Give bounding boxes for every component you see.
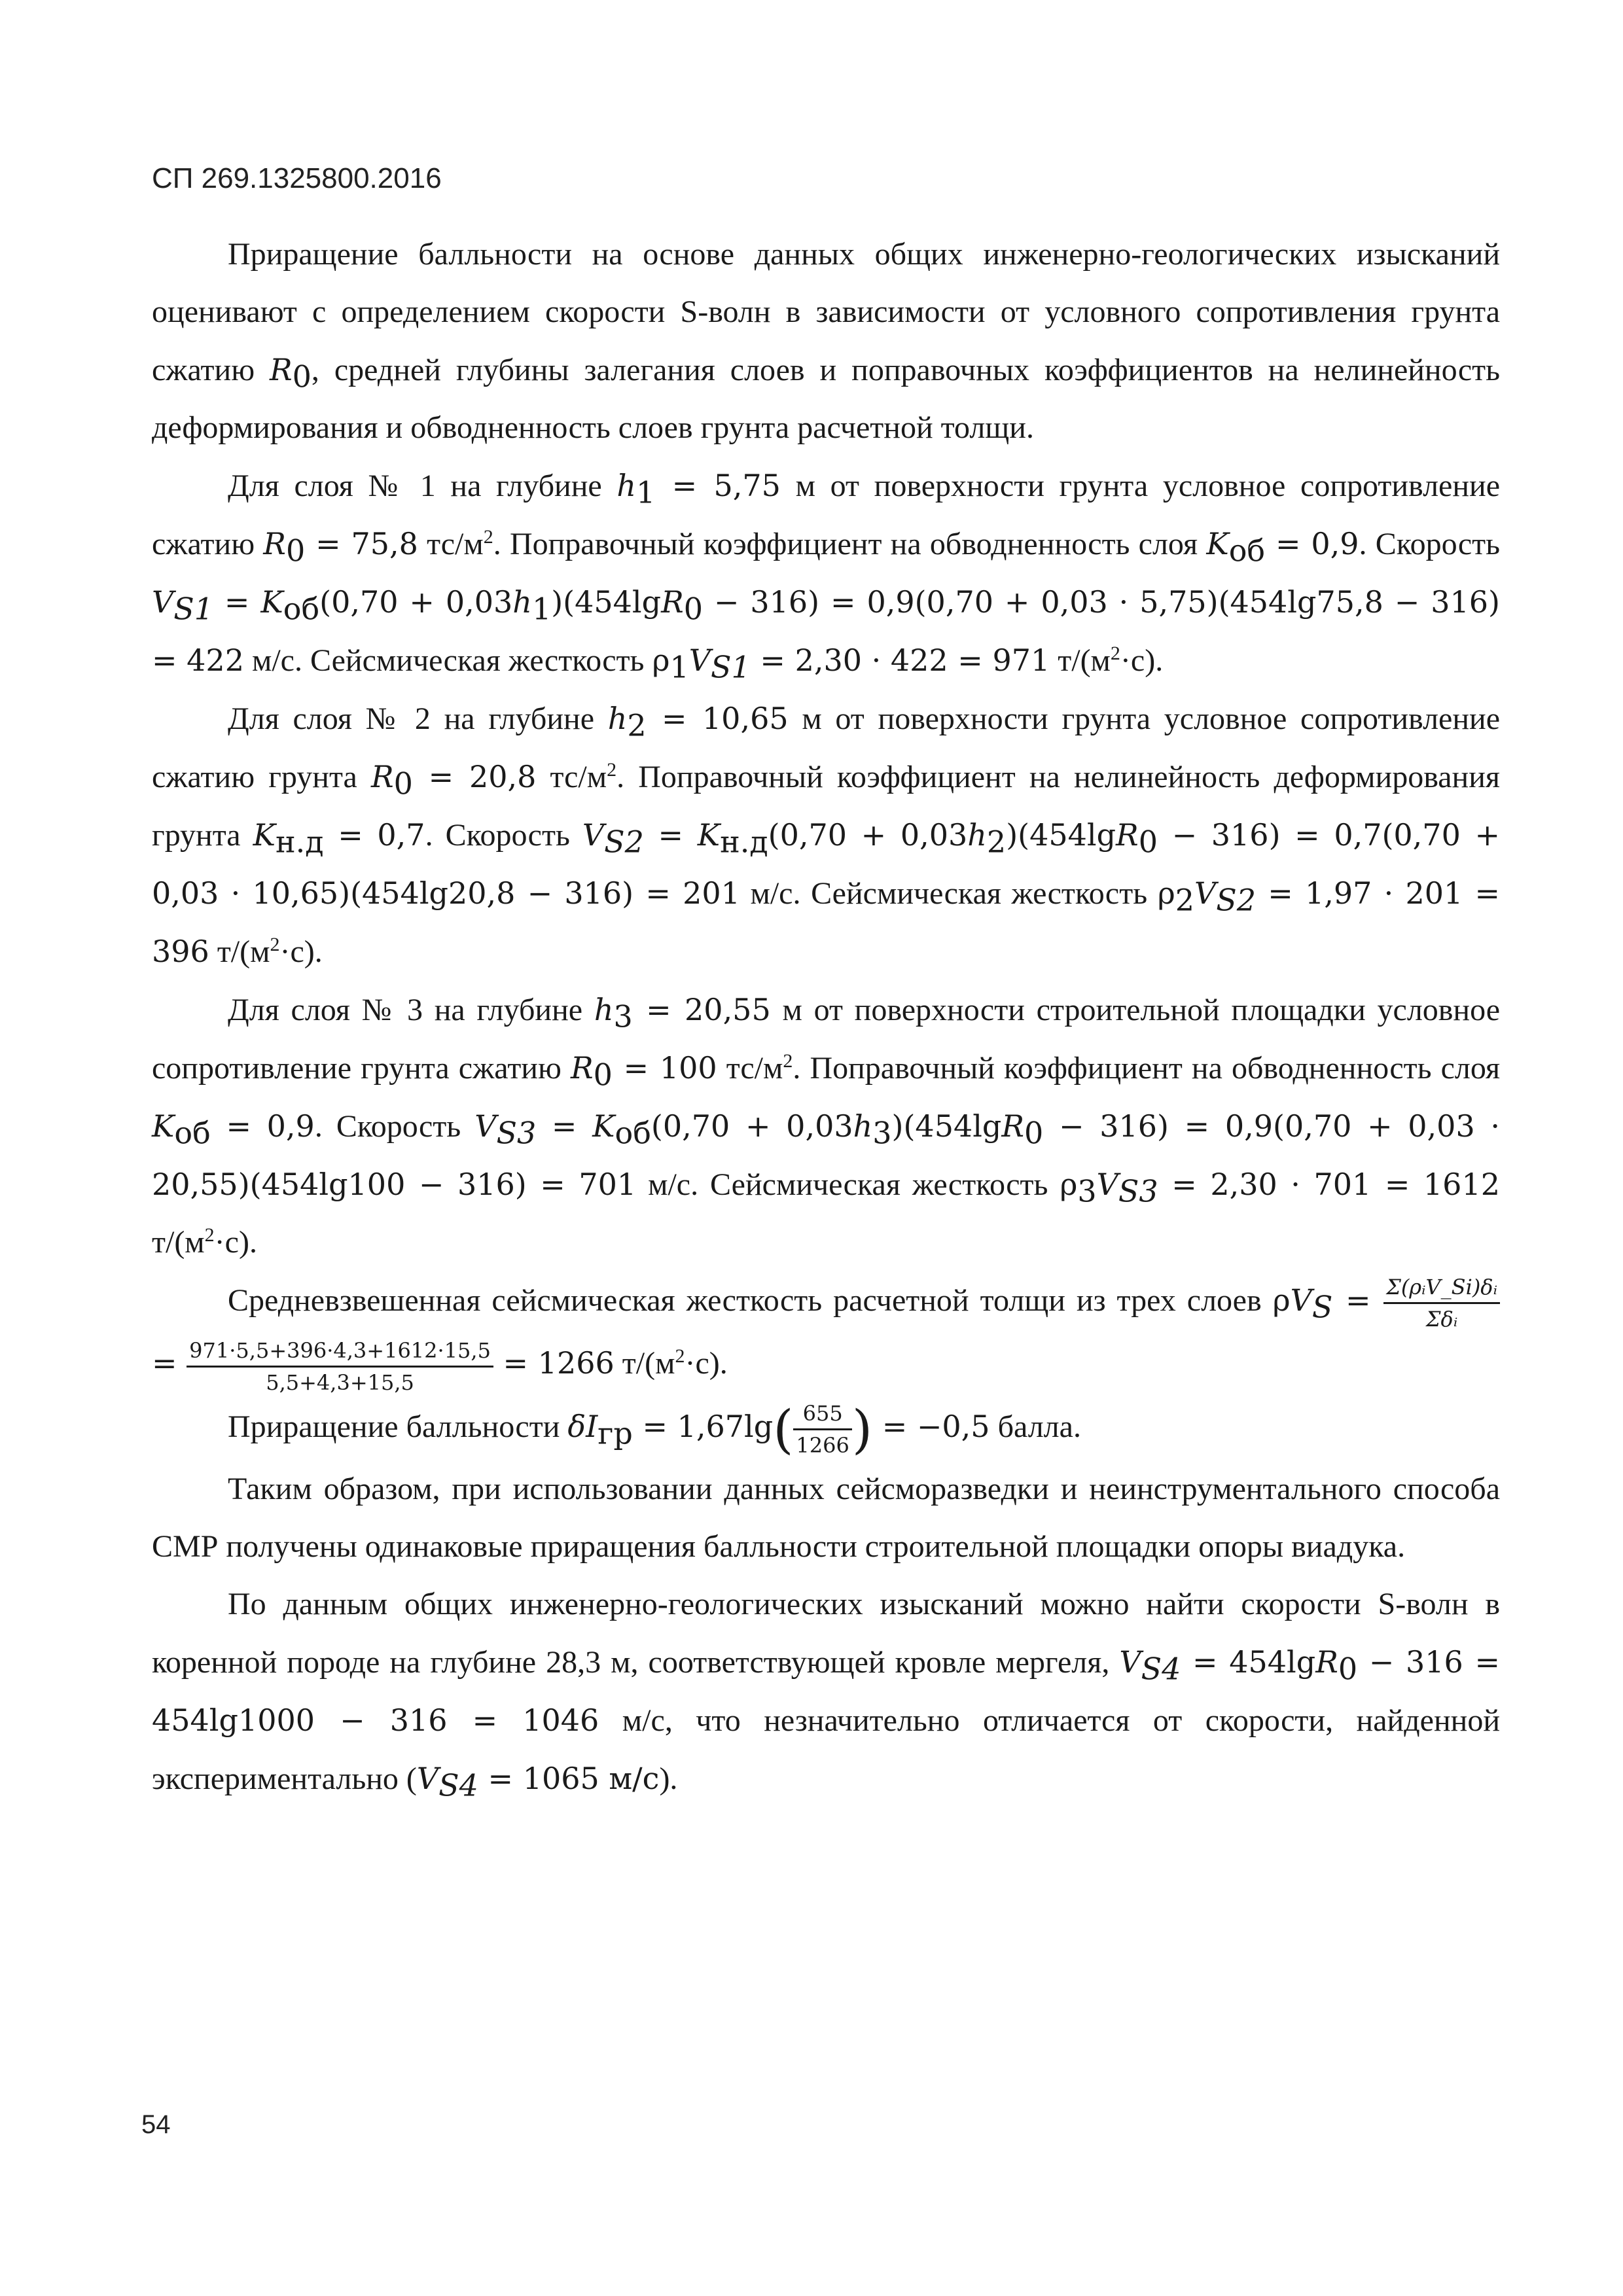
- formula-expression: (0,70 + 0,03: [768, 817, 968, 853]
- document-code-header: СП 269.1325800.2016: [152, 162, 442, 194]
- formula-subscript: 0: [683, 591, 703, 627]
- fraction-denominator: 5,5+4,3+15,5: [266, 1369, 414, 1395]
- formula-symbol: ρ: [1060, 1167, 1078, 1202]
- formula-symbol: V: [416, 1761, 439, 1797]
- text-run: м/с, что незначительно отличается от скорости, найденной экспериментально (: [152, 1703, 1501, 1797]
- formula-symbol: h: [616, 468, 637, 503]
- formula-symbol: V: [1290, 1282, 1312, 1318]
- paragraph-2: [152, 457, 1500, 690]
- text-run: Приращение балльности на основе данных общих инженерно-геологических изысканий оценивают с определением скорости S-волн в зависимости от условного сопротивления грунта сжатию: [152, 237, 1500, 387]
- paragraph-6: [152, 1398, 1500, 1460]
- formula-expression: (0,70 + 0,03: [319, 584, 513, 620]
- formula-symbol: R: [1116, 817, 1139, 853]
- formula-value: = 75,8: [305, 526, 418, 561]
- formula-subscript: S: [1311, 1289, 1333, 1325]
- formula-symbol: K: [592, 1108, 615, 1144]
- formula-symbol: ρ: [1272, 1282, 1291, 1318]
- formula-expression: = 454lg: [1181, 1644, 1316, 1680]
- formula-symbol: V: [474, 1108, 497, 1144]
- paragraph-1: [152, 226, 1500, 457]
- formula-symbol: ρ: [652, 643, 670, 678]
- text-run: , средней глубины залегания слоев и поправочных коэффициентов на нелинейность деформирования и обводненность слоев грунта расчетной толщи.: [152, 353, 1500, 445]
- formula-subscript: 2: [986, 824, 1007, 860]
- formula-expression: )(454lg: [891, 1108, 1002, 1144]
- formula-expression: = 1,97 · 201 = 396: [152, 875, 1501, 969]
- text-run: Для слоя № 1 на глубине: [228, 468, 617, 503]
- formula-value: = 0,7: [323, 817, 425, 853]
- formula-operator: =: [1332, 1282, 1384, 1318]
- formula-symbol: R: [1001, 1108, 1025, 1144]
- text-run: м/с. Сейсмическая жесткость: [243, 643, 652, 678]
- numeric-fraction: [187, 1335, 493, 1398]
- unit-text: тс/м: [418, 527, 484, 561]
- unit-superscript: 2: [270, 934, 280, 955]
- text-run: м/с. Сейсмическая жесткость: [740, 876, 1158, 911]
- text-run: Приращение балльности: [228, 1409, 568, 1444]
- text-run: . Поправочный коэффициент на обводненность слоя: [493, 527, 1207, 561]
- formula-subscript: S2: [604, 824, 644, 860]
- paragraph-5: [152, 1271, 1500, 1398]
- formula-expression: − 316) = 0,9(0,70 + 0,03 · 20,55)(454lg100 − 316) = 701: [152, 1108, 1501, 1202]
- formula-value: = 20,55: [632, 992, 771, 1027]
- formula-symbol: h: [594, 992, 614, 1027]
- unit-superscript: 2: [204, 1224, 215, 1246]
- text-run: м/с. Сейсмическая жесткость: [636, 1167, 1060, 1202]
- formula-expression: = 1,67lg: [632, 1408, 774, 1444]
- formula-operator: =: [643, 817, 698, 853]
- formula-symbol: h: [967, 817, 987, 853]
- text-run: . Поправочный коэффициент на обводненность слоя: [793, 1051, 1501, 1086]
- formula-expression: )(454lg: [1006, 817, 1116, 853]
- formula-symbol: V: [582, 817, 605, 853]
- formula-subscript: S3: [496, 1115, 537, 1151]
- formula-subscript: S2: [1216, 882, 1257, 918]
- formula-subscript: S4: [1141, 1651, 1181, 1687]
- formula-symbol: K: [260, 584, 283, 620]
- formula-subscript: S1: [711, 649, 751, 685]
- text-run: . Скорость: [314, 1109, 475, 1144]
- formula-subscript: об: [174, 1115, 211, 1151]
- formula-symbol: h: [512, 584, 532, 620]
- formula-subscript: 0: [1338, 1651, 1358, 1687]
- formula-subscript: S1: [173, 591, 214, 627]
- unit-text: т/(м: [209, 934, 270, 969]
- formula-symbol: K: [1206, 526, 1229, 561]
- text-run: Для слоя № 2 на глубине: [228, 701, 608, 736]
- formula-subscript: 2: [1175, 882, 1195, 918]
- paragraph-8: [152, 1576, 1500, 1808]
- formula-expression: − 316) = 0,9(0,70 + 0,03 · 5,75)(454lg75,8 − 316) = 422: [152, 584, 1500, 678]
- page-number: 54: [141, 2110, 171, 2139]
- unit-superscript: 2: [1110, 643, 1120, 664]
- formula-symbol: R: [370, 759, 394, 794]
- text-run: По данным общих инженерно-геологических изысканий можно найти скорости S-волн в коренной породе на глубине 28,3 м, соответствующей кровле мергеля,: [152, 1587, 1500, 1680]
- formula-subscript: об: [283, 591, 320, 627]
- formula-subscript: 1: [669, 649, 689, 685]
- formula-symbol: R: [270, 352, 293, 387]
- text-run: м от поверхности грунта условное сопротивление сжатию: [152, 468, 1501, 561]
- formula-value: = 5,75: [655, 468, 781, 503]
- unit-text: ·с).: [685, 1346, 728, 1381]
- formula-subscript: 0: [593, 1057, 613, 1093]
- unit-text: тс/м: [536, 760, 607, 794]
- formula-subscript: 1: [531, 591, 552, 627]
- formula-subscript: 3: [872, 1115, 892, 1151]
- text-run: м от поверхности строительной площадки условное сопротивление грунта сжатию: [152, 993, 1501, 1086]
- formula-value: = 0,9: [1265, 526, 1359, 561]
- formula-subscript: 0: [292, 359, 312, 395]
- unit-superscript: 2: [607, 759, 617, 781]
- formula-subscript: 0: [285, 533, 306, 569]
- formula-symbol: K: [253, 817, 276, 853]
- text-run: Средневзвешенная сейсмическая жесткость расчетной толщи из трех слоев: [228, 1283, 1273, 1318]
- formula-subscript: гр: [597, 1415, 633, 1451]
- formula-value: = −0,5: [872, 1408, 990, 1444]
- unit-text: тс/м: [717, 1051, 783, 1086]
- fraction-numerator: 971·5,5+396·4,3+1612·15,5: [187, 1335, 493, 1368]
- formula-expression: = 1065 м/с: [478, 1761, 660, 1797]
- paragraph-7: [152, 1460, 1500, 1576]
- unit-text: ·с).: [1120, 643, 1164, 678]
- formula-symbol: R: [1315, 1644, 1338, 1680]
- formula-symbol: K: [152, 1108, 175, 1144]
- text-run: Таким образом, при использовании данных сейсморазведки и неинструментального способа СМР получены одинаковые приращения балльности строительной площадки опоры виадука.: [152, 1472, 1500, 1564]
- formula-expression: = 2,30 · 422 = 971: [750, 643, 1050, 678]
- paragraph-3: [152, 690, 1500, 981]
- formula-expression: (0,70 + 0,03: [651, 1108, 853, 1144]
- formula-subscript: 1: [636, 474, 656, 510]
- formula-symbol: V: [1194, 875, 1217, 911]
- unit-text: ·с).: [279, 934, 323, 969]
- formula-expression: )(454lg: [551, 584, 662, 620]
- fraction-denominator: 1266: [796, 1433, 849, 1458]
- right-paren: ): [851, 1398, 873, 1460]
- formula-operator: =: [213, 584, 261, 620]
- weighted-sum-fraction: [1383, 1272, 1500, 1334]
- text-run: . Скорость: [425, 818, 582, 853]
- formula-symbol: V: [152, 584, 174, 620]
- fraction-numerator: 655: [793, 1398, 851, 1430]
- unit-text: т/(м: [614, 1346, 675, 1381]
- formula-value: = 10,65: [646, 701, 789, 736]
- document-body: [152, 226, 1500, 1808]
- formula-value: = 100: [612, 1050, 717, 1086]
- formula-expression: = 2,30 · 701 = 1612: [1158, 1167, 1500, 1202]
- text-run: ).: [659, 1761, 678, 1797]
- unit-text: т/(м: [152, 1225, 205, 1260]
- paragraph-4: [152, 981, 1500, 1271]
- log-fraction: [793, 1398, 851, 1460]
- formula-symbol: h: [853, 1108, 873, 1144]
- formula-subscript: 0: [393, 766, 413, 802]
- formula-symbol: K: [697, 817, 721, 853]
- formula-subscript: S4: [438, 1768, 478, 1804]
- formula-subscript: 0: [1024, 1115, 1044, 1151]
- formula-symbol: δI: [567, 1408, 598, 1444]
- text-run: . Поправочный коэффициент на нелинейность деформирования грунта: [152, 760, 1501, 853]
- formula-symbol: V: [688, 643, 711, 678]
- formula-subscript: 0: [1138, 824, 1158, 860]
- formula-symbol: V: [1096, 1167, 1118, 1202]
- unit-superscript: 2: [783, 1050, 793, 1072]
- formula-value: = 1266: [493, 1345, 615, 1381]
- formula-subscript: 2: [627, 707, 647, 743]
- formula-subscript: н.д: [276, 824, 324, 860]
- formula-symbol: h: [607, 701, 628, 736]
- formula-subscript: об: [1228, 533, 1266, 569]
- text-run: Для слоя № 3 на глубине: [228, 993, 594, 1027]
- formula-expression: − 316 = 454lg1000 − 316 = 1046: [152, 1644, 1500, 1739]
- formula-symbol: V: [1119, 1644, 1141, 1680]
- formula-operator: =: [536, 1108, 593, 1144]
- formula-symbol: R: [263, 526, 286, 561]
- text-run: балла.: [990, 1409, 1081, 1444]
- formula-symbol: ρ: [1157, 875, 1175, 911]
- formula-value: = 20,8: [412, 759, 537, 794]
- unit-text: т/(м: [1050, 643, 1111, 678]
- formula-subscript: 3: [1077, 1173, 1097, 1209]
- text-run: . Скорость: [1359, 527, 1501, 561]
- formula-symbol: R: [570, 1050, 594, 1086]
- left-paren: (: [773, 1398, 794, 1460]
- formula-value: = 0,9: [210, 1108, 315, 1144]
- formula-subscript: об: [615, 1115, 651, 1151]
- fraction-numerator: Σ(ρᵢV_Si)δᵢ: [1383, 1272, 1500, 1304]
- formula-subscript: н.д: [720, 824, 768, 860]
- formula-subscript: S3: [1118, 1173, 1158, 1209]
- formula-subscript: 3: [613, 998, 633, 1034]
- formula-operator: =: [152, 1345, 187, 1381]
- fraction-denominator: Σδᵢ: [1425, 1307, 1458, 1332]
- formula-expression: − 316) = 0,7(0,70 + 0,03 · 10,65)(454lg20,8 − 316) = 201: [152, 817, 1501, 911]
- unit-superscript: 2: [675, 1345, 685, 1368]
- unit-text: ·с).: [214, 1225, 257, 1260]
- unit-superscript: 2: [483, 526, 493, 548]
- formula-symbol: R: [661, 584, 684, 620]
- text-run: м от поверхности грунта условное сопротивление сжатию грунта: [152, 701, 1501, 794]
